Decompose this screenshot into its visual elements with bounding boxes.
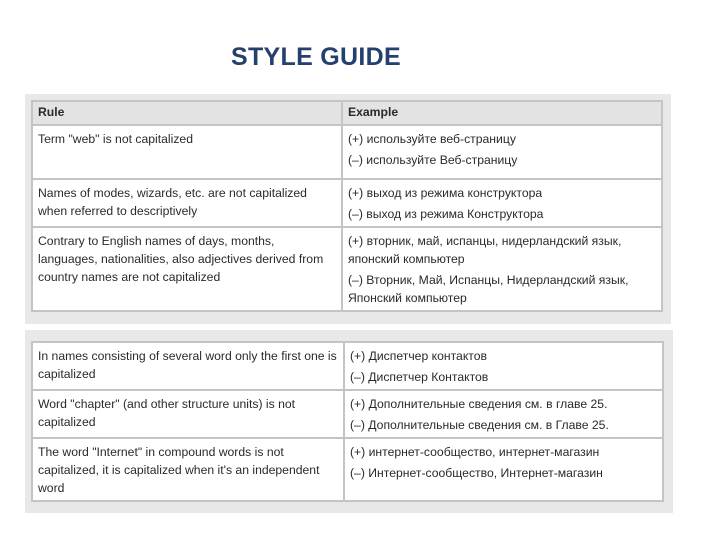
- table-row: [32, 438, 663, 501]
- column-header-rule: Rule: [32, 101, 342, 125]
- style-table-panel-1: [25, 94, 671, 324]
- example-cell: [342, 125, 662, 179]
- example-incorrect: (–) Диспетчер Контактов: [350, 370, 489, 384]
- column-header-example: Example: [342, 101, 662, 125]
- example-correct: (+) Диспетчер контактов: [350, 349, 487, 363]
- example-list: [345, 391, 662, 437]
- rule-text: Term "web" is not capitalized: [38, 132, 193, 146]
- example-cell: [342, 227, 662, 311]
- rule-cell: [32, 438, 344, 501]
- table-row: [32, 227, 662, 311]
- rule-text: Names of modes, wizards, etc. are not capitalized when referred to descriptively: [38, 186, 307, 218]
- example-correct: (+) используйте веб-страницу: [348, 132, 516, 146]
- example-list: [343, 228, 661, 310]
- rule-text: Word "chapter" (and other structure units) is not capitalized: [38, 397, 296, 429]
- rule-cell: [32, 390, 344, 438]
- rule-cell: [32, 179, 342, 227]
- example-incorrect: (–) Дополнительные сведения см. в Главе 25.: [350, 418, 609, 432]
- rule-cell: [32, 125, 342, 179]
- table-row: [32, 179, 662, 227]
- example-cell: [344, 390, 663, 438]
- example-incorrect: (–) выход из режима Конструктора: [348, 207, 544, 221]
- style-table-panel-2: [25, 330, 673, 513]
- table-row: [32, 342, 663, 390]
- example-correct: (+) выход из режима конструктора: [348, 186, 543, 200]
- example-cell: [344, 438, 663, 501]
- example-incorrect: (–) Вторник, Май, Испанцы, Нидерландский язык, Японский компьютер: [348, 273, 629, 305]
- example-list: [343, 126, 661, 172]
- example-cell: [344, 342, 663, 390]
- rule-cell: [32, 342, 344, 390]
- example-incorrect: (–) используйте Веб-страницу: [348, 153, 518, 167]
- table-row: [32, 125, 662, 179]
- table-header-row: [32, 101, 662, 125]
- rule-text: The word "Internet" in compound words is not capitalized, it is capitalized when it's an independent word: [38, 445, 320, 495]
- style-rules-table-2: [31, 341, 664, 502]
- example-correct: (+) вторник, май, испанцы, нидерландский язык, японский компьютер: [348, 234, 622, 266]
- page-title: STYLE GUIDE: [231, 43, 401, 71]
- rule-text: In names consisting of several word only the first one is capitalized: [38, 349, 337, 381]
- example-cell: [342, 179, 662, 227]
- rule-cell: [32, 227, 342, 311]
- example-list: [345, 343, 662, 389]
- example-incorrect: (–) Интернет-сообщество, Интернет-магазин: [350, 466, 603, 480]
- style-rules-table-1: [31, 100, 663, 312]
- table-row: [32, 390, 663, 438]
- rule-text: Contrary to English names of days, months, languages, nationalities, also adjectives derived from country names are not capitalized: [38, 234, 324, 284]
- example-correct: (+) интернет-сообщество, интернет-магазин: [350, 445, 600, 459]
- example-list: [345, 439, 662, 485]
- example-correct: (+) Дополнительные сведения см. в главе 25.: [350, 397, 608, 411]
- example-list: [343, 180, 661, 226]
